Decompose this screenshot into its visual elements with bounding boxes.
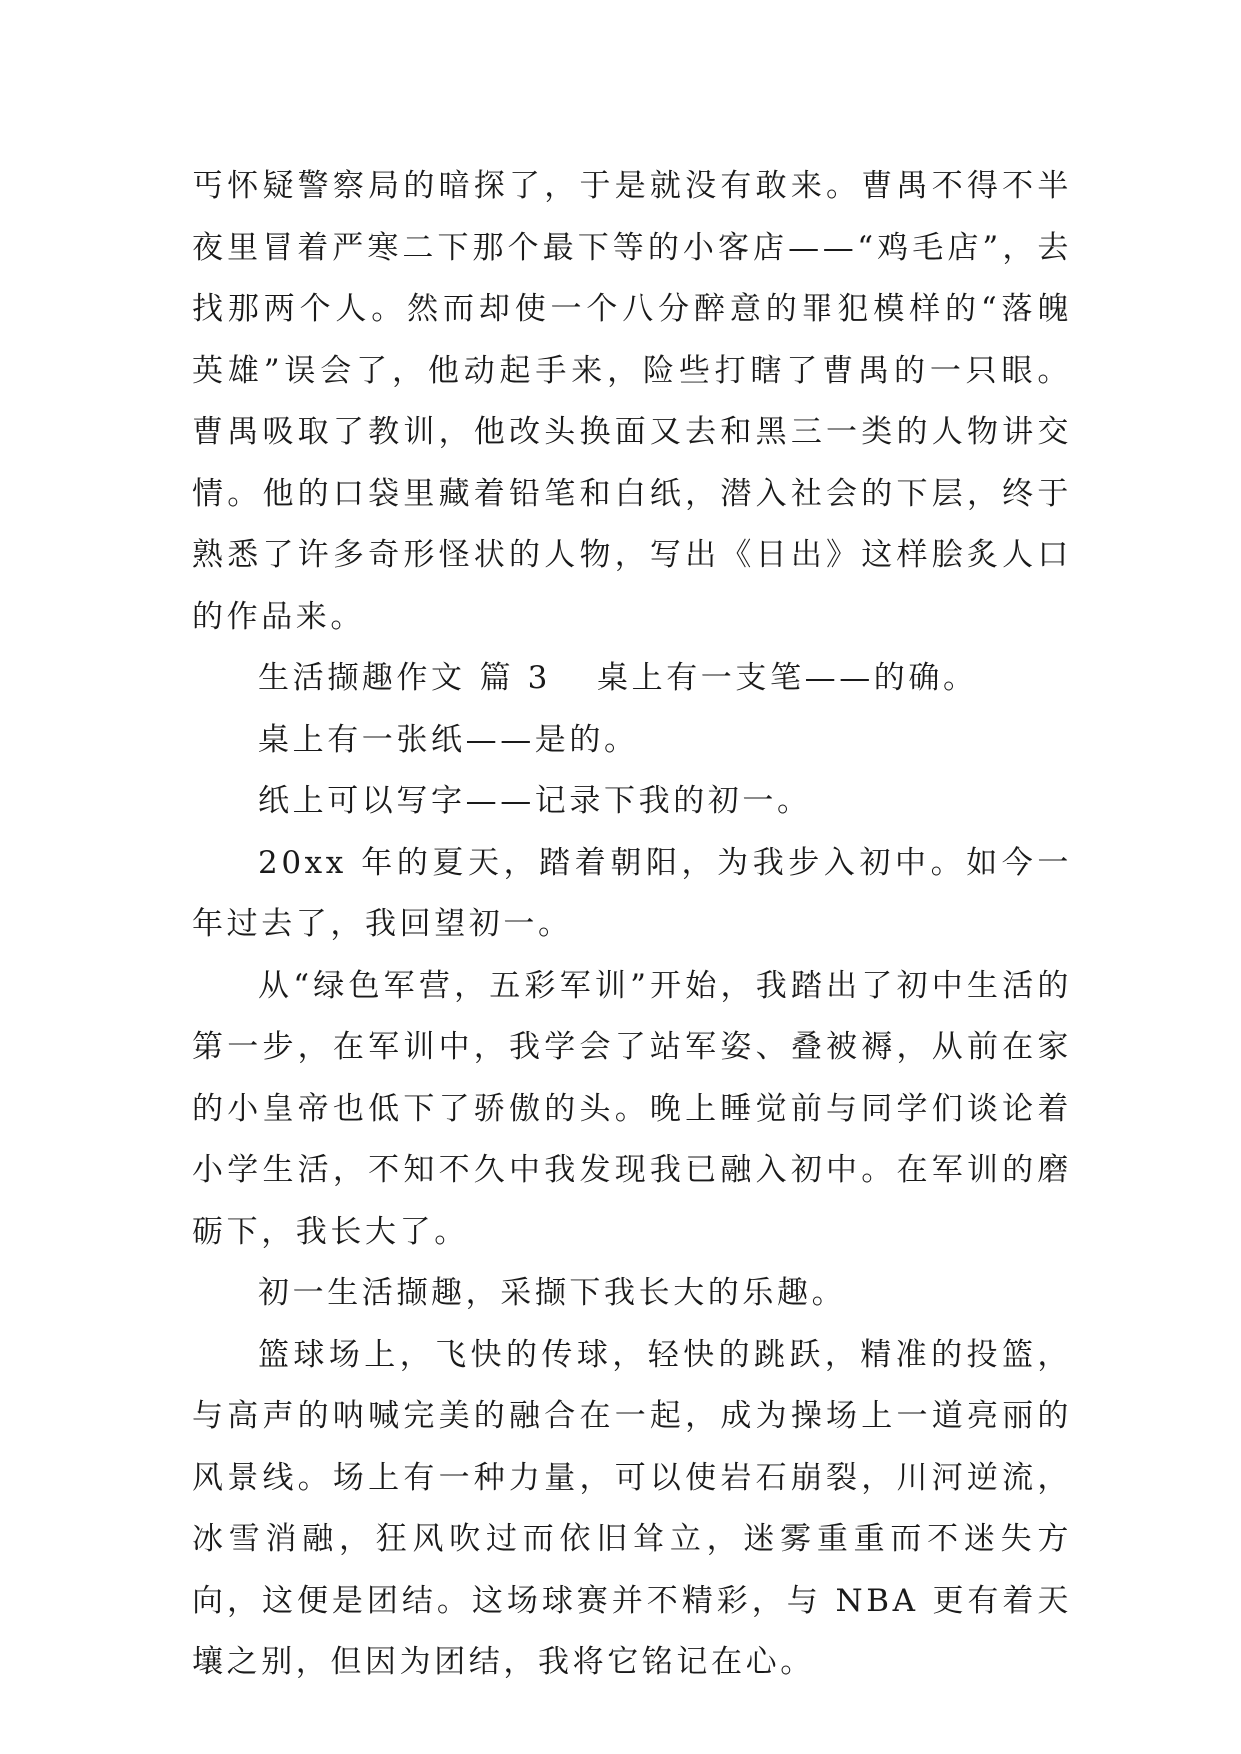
section-title: 生活撷趣作文: [258, 660, 466, 696]
paragraph: 从“绿色军营，五彩军训”开始，我踏出了初中生活的第一步，在军训中，我学会了站军姿、叠被褥，从前在家的小皇帝也低下了骄傲的头。晚上睡觉前与同学们谈论着小学生活，不知不久中我发现我已融入初中。在军训的磨砺下，我长大了。: [192, 967, 1072, 1250]
paragraph: 篮球场上，飞快的传球，轻快的跳跃，精准的投篮，与高声的呐喊完美的融合在一起，成为操场上一道亮丽的风景线。场上有一种力量，可以使岩石崩裂，川河逆流，冰雪消融，狂风吹过而依旧耸立，迷雾重重而不迷失方向，这便是团结。这场球赛并不精彩，与 NBA 更有着天壤之别，但因为团结，我将它铭记在心。: [192, 1336, 1072, 1680]
paragraph-continued: 丐怀疑警察局的暗探了，于是就没有敢来。曹禺不得不半夜里冒着严寒二下那个最下等的小客店——“鸡毛店”，去找那两个人。然而却使一个八分醉意的罪犯模样的“落魄英雄”误会了，他动起手来，险些打瞎了曹禺的一只眼。曹禺吸取了教训，他改头换面又去和黑三一类的人物讲交情。他的口袋里藏着铅笔和白纸，潜入社会的下层，终于熟悉了许多奇形怪状的人物，写出《日出》这样脍炙人口的作品来。: [192, 168, 1072, 635]
paragraph: 20xx 年的夏天，踏着朝阳，为我步入初中。如今一年过去了，我回望初一。: [192, 844, 1072, 942]
paragraph: 纸上可以写字——记录下我的初一。: [258, 783, 812, 819]
paragraph: 初一生活撷趣，采撷下我长大的乐趣。: [258, 1275, 847, 1311]
section-number: 篇 3: [479, 660, 551, 696]
section-first-sentence: 桌上有一支笔——的确。: [597, 660, 978, 696]
paragraph: 桌上有一张纸——是的。: [258, 721, 639, 758]
section-heading-line: [192, 648, 1072, 710]
document-body: [192, 156, 1072, 1694]
